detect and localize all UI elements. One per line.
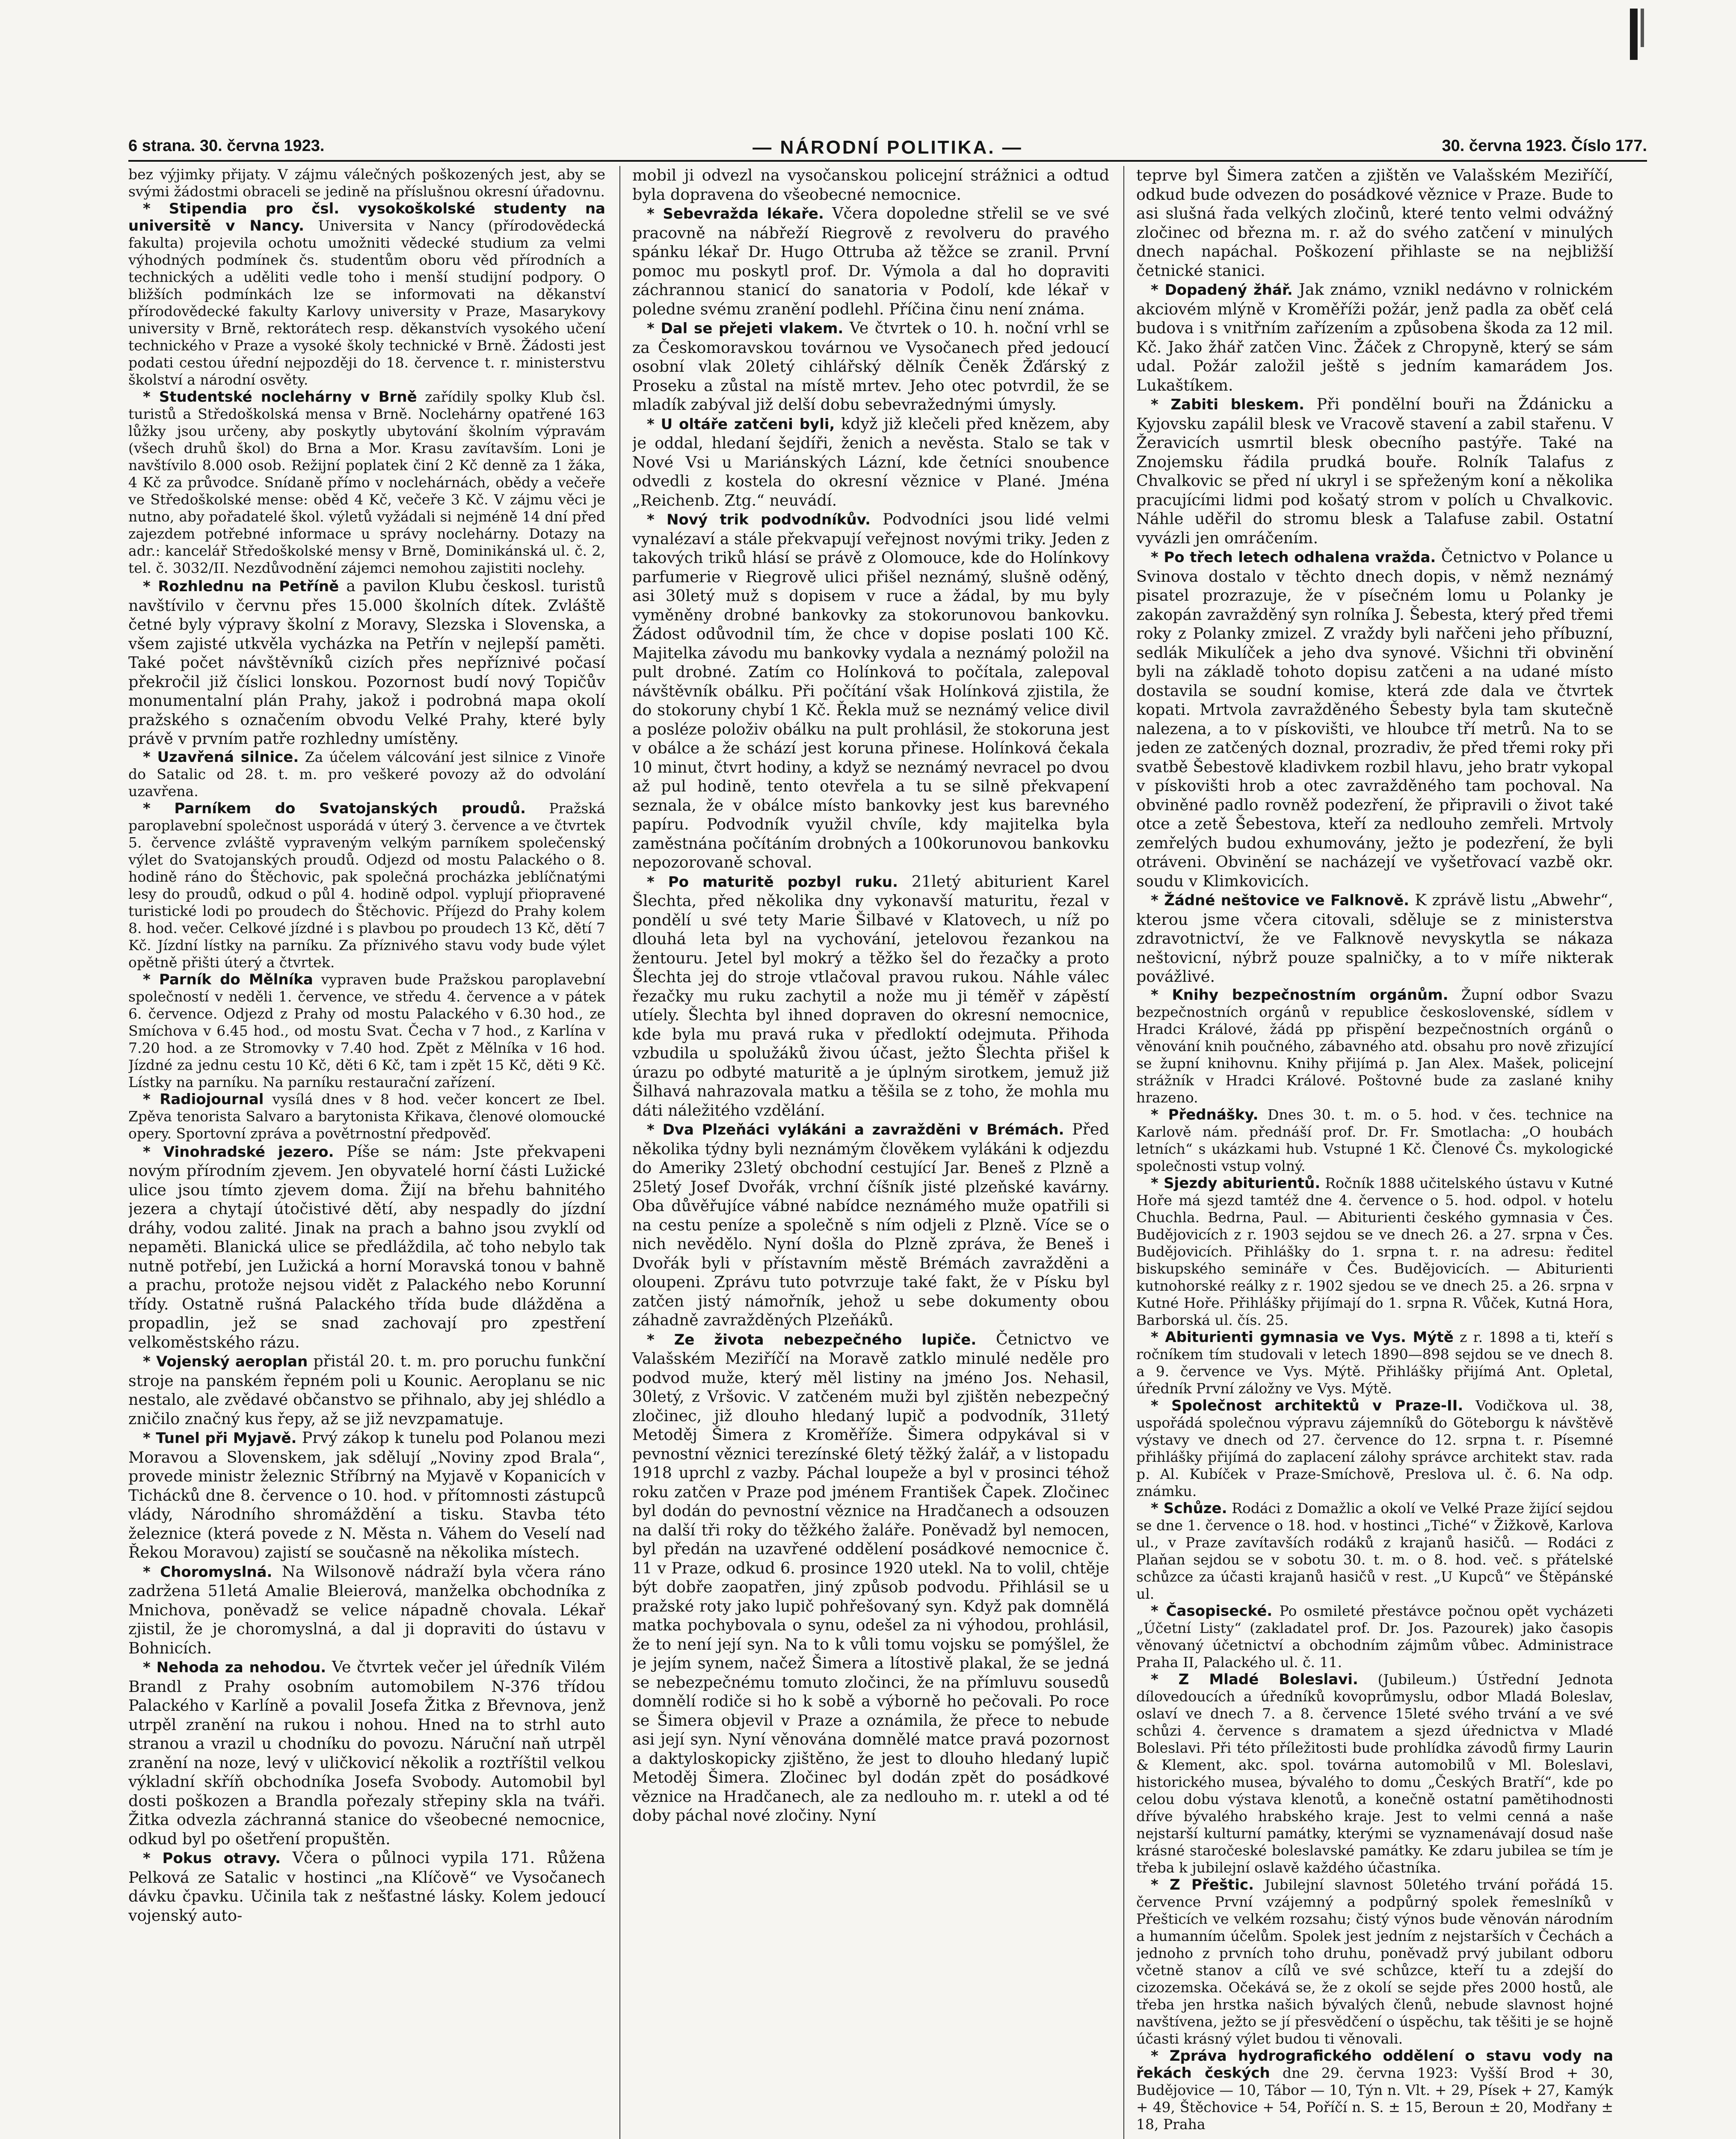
scan-artifact (1641, 9, 1644, 47)
news-item (128, 1428, 605, 1562)
news-item-headline: * Vinohradské jezero. (143, 1144, 334, 1161)
news-item (1136, 1671, 1613, 1876)
news-item-text: Podvodníci jsou lidé velmi vynalézaví a stále překvapují veřejnost novými triky. Jeden z takových triků hlásí se právě z Olomouce, kde do Holínkovy parfumerie v Riegrově ulici přišel neznámý, slušně oděný, asi 30letý muž s dopisem v ruce a žádal, by mu byly vyměněny drobné bankovky za stokorunovou bankovku. Žádost odůvodnil tím, že chce v dopise poslati 100 Kč. Majitelka závodu mu bankovky vydala a neznámý položil na pult drobné. Zatím co Holínková to počítala, zalepoval návštěvník obálku. Při počítání však Holínková zjistila, že do stokoruny chybí 1 Kč. Řekla muž se neznámý velice divil a posléze položiv obálku na pult prohlásil, že stokoruna jest v obálce a že schází jest koruna přinese. Holínková čekala 10 minut, čtvrt hodiny, a když se neznámý nevracel po dvou až pul hodině, tento otevřela a tu se silně překvapení seznala, že v obálce místo bankovky jest kus barevného papíru. Podvodník využil chvíle, kdy majitelka byla zaměstnána počítáním drobných a 100korunovou bankovku nepozorovaně schoval. (632, 510, 1109, 871)
news-item-text: Po osmileté přestávce počnou opět vycházeti „Účetní Listy“ (zakladatel prof. Dr. Jos. Pazourek) jako časopis věnovaný účetnictví a obchodním zájmům vůbec. Administrace Praha II, Palackého ul. č. 11. (1136, 1602, 1613, 1671)
news-item-text: Universita v Nancy (přírodovědecká fakulta) projevila ochotu umožniti vědecké studium za velmi výhodných podmínek čs. studentům oboru věd přírodních a technických a uděliti vedle toho i menší studijní podpory. O bližších podmínkách lze se informovati na děkanství přírodovědecké fakulty Karlovy university v Praze, Masarykovy university v Brně, rektorátech resp. děkanstvích vysokého učení technického v Praze a vysoké školy technické v Brně. Žádosti jest podati cestou úřední nejpozději do 18. července t. r. ministerstvu školství a národní osvěty. (128, 217, 605, 388)
news-item (1136, 2047, 1613, 2133)
news-item-headline: * Společnost architektů v Praze-II. (1151, 1397, 1463, 1414)
news-item-headline: * Rozhlednu na Petříně (143, 578, 339, 595)
news-item (1136, 1175, 1613, 1329)
news-item (128, 200, 605, 388)
news-item (632, 415, 1109, 510)
news-item-headline: * Po třech letech odhalena vražda. (1151, 549, 1436, 566)
column-divider (1123, 166, 1124, 2139)
news-item-headline: * Choromyslná. (143, 1564, 272, 1581)
news-item (128, 1091, 605, 1142)
column-2 (632, 166, 1109, 2139)
news-item-headline: * Tunel při Myjavě. (143, 1430, 296, 1447)
news-item (128, 1562, 605, 1658)
news-item-text: vysílá dnes v 8 hod. večer koncert ze Ibel. Zpěva tenorista Salvaro a barytonista Křikava, členové olomoucké opery. Sportovní zpráva a povětrnostní předpověď. (128, 1090, 605, 1142)
column-1 (128, 166, 605, 2139)
news-item-headline: * Nehoda za nehodou. (143, 1659, 326, 1676)
news-item-text: Jubilejní slavnost 50letého trvání pořádá 15. července První vzájemný a podpůrný spolek řemeslníků v Přešticích ve velkém rozsahu; čistý výnos bude věnován národním a humanním účelům. Spolek jest jedním z nejstarších v Čechách a jednoho z prvních toho druhu, poněvadž prvý jubilant odboru včetně stanov a cílů ve své schůzce, kteří tu a zdejší do cizozemska. Očekává se, že z okolí se sejde přes 2000 hostů, ale třeba jen hrstka našich bývalých členů, nebude slavnost hojné navštívena, ježto se jí přesvědčení o úspěchu, tak těšiti je se hojně účasti krásný výlet budou ti věnovali. (1136, 1876, 1613, 2047)
news-item (1136, 395, 1613, 548)
news-item (128, 1142, 605, 1352)
news-item (1136, 891, 1613, 987)
news-item-headline: * Dopadený žhář. (1151, 281, 1293, 299)
news-item-text: Pražská paroplavební společnost usporádá v úterý 3. července a ve čtvrtek 5. července zvláště vypraveným velkým parníkem společenský výlet do Svatojanských proudů. Odjezd od mostu Palackého o 8. hodině ráno do Štěchovic, pak společná procházka jeblíčnatými lesy do proudů, odkud o půl 4. hodině odpol. vyplují přiopravené turistické lodi po proudech do Štěchovic. Příjezd do Prahy kolem 8. hod. večer. Celkové jízdné i s plavbou po proudech 13 Kč, dětí 7 Kč. Jízdní lístky na parníku. Za příznivého stavu vody bude výlet opětně přišti úterý a čtvrtek. (128, 800, 605, 971)
news-item-headline: * Z Mladé Boleslavi. (1151, 1671, 1358, 1688)
news-item-text: přistál 20. t. m. pro poruchu funkční stroje na panském řepném poli u Kounic. Aeroplanu se nic nestalo, ale zvědavé občanstvo se přihnalo, aby jej shlédlo a zničilo značný kus řepy, až se již nevzpamatuje. (128, 1352, 605, 1428)
column-divider (619, 166, 620, 2139)
page-number-date: 6 strana. 30. června 1923. (128, 137, 325, 155)
news-item (128, 749, 605, 800)
news-item-headline: * Schůze. (1151, 1500, 1227, 1517)
news-item-headline: * Vojenský aeroplan (143, 1353, 308, 1370)
news-item-text: Vodičkova ul. 38, uspořádá společnou výpravu zájemníků do Göteborgu k návštěvě výstavy ve dnech od 27. července do 12. srpna t. r. Písemné přihlášky přijímá do zaplacení zálohy správce architekt stav. rada p. Al. Kubíček v Praze-Smíchově, Preslova ul. č. 6. Na odp. známku. (1136, 1397, 1613, 1499)
header-rule (128, 160, 1647, 162)
news-item-text: Za účelem válcování jest silnice z Vinoře do Satalic od 28. t. m. pro veškeré povozy až do odvolání uzavřena. (128, 748, 605, 800)
news-item-text: Včera dopoledne střelil se ve své pracovně na nábřeží Riegrově z revolveru do pravého spánku lékař Dr. Hugo Ottruba až těžce se zranil. První pomoc mu poskytl prof. Dr. Výmola a dal ho dopraviti záchrannou stanicí do sanatoria v Podolí, kde lékař v poledne svému zranění podlehl. Příčina činu není známa. (632, 204, 1109, 318)
news-item-text: Jak známo, vznikl nedávno v rolnickém akciovém mlýně v Kroměříži požár, jenž padla za oběť celá budova i s vnitřním zařízením a způsobena škoda za 12 mil. Kč. Jako žhář zatčen Vinc. Žáček z Chropyně, který se sám udal. Požár založil ještě s jedním kamarádem Jos. Lukaštíkem. (1136, 280, 1613, 394)
news-item-headline: * Pokus otravy. (143, 1850, 281, 1867)
news-item-headline: * Ze života nebezpečného lupiče. (647, 1331, 976, 1348)
news-item (632, 872, 1109, 1120)
news-item-headline: * Parník do Mělníka (143, 971, 313, 988)
news-item (1136, 548, 1613, 891)
news-item-text: (Jubileum.) Ústřední Jednota dílovedoucích a úředníků kovoprůmyslu, odbor Mladá Boleslav, oslaví ve dnech 7. a 8. července 15leté svého trvání a ve své schůzi 4. července s dramatem a sjezd úřednictva v Mladé Boleslavi. Při této příležitosti bude prohlídka závodů firmy Laurin & Klement, akc. spol. továrna automobilů v Ml. Boleslavi, historického musea, bývalého to domu „Českých Bratří“, kde po celou dobu výstava klenotů, a konečně ostatní pamětihodnosti dříve bývalého hrabského kraje. Jest to velmi cenná a naše nejstarší kulturní památky, kterými se vyznamenávají dosud naše krásné staročeské boleslavské památky. Ke zdaru jubilea se tím je třeba k jubilejní oslavě každého účastníka. (1136, 1671, 1613, 1876)
news-item (1136, 1603, 1613, 1671)
news-item (128, 1658, 605, 1849)
news-item (632, 166, 1109, 204)
news-item (1136, 166, 1613, 280)
news-item-text: Ve čtvrtek o 10. h. noční vrhl se za Českomoravskou továrnou ve Vysočanech před jedoucí osobní vlak 20letý cihlářský dělník Čeněk Žďárský z Proseku a zůstal na místě mrtev. Jeho otec potvrdil, že se mladík zabýval již delší dobu sebevražednými úmysly. (632, 319, 1109, 414)
news-item-headline: * Žádné neštovice ve Falknově. (1151, 892, 1409, 909)
news-item-text: 21letý abiturient Karel Šlechta, před několika dny vykonavší maturitu, řezal v pondělí u své tety Marie Šilbavé v Klatovech, u níž po dlouhá leta byl na vychování, jetelovou řezankou na žentouru. Jetel byl mokrý a těžko šel do řezačky a proto Šlechta jej do stroje vtlačoval pravou rukou. Náhle válec řezačky mu ruku zachytil a nože mu ji téměř v zápěstí utíely. Šlechta byl ihned dopraven do okresní nemocnice, kde byla mu pravá ruka v předloktí odejmuta. Přihoda vzbudila u spolužáků živou účast, ježto Šlechta přišel k úrazu po odbyté maturitě a je úplným sirotkem, jemuž již Šilhavá nahrazovala matku a těšila se z toho, že mohla mu dáti náležitého vzdělání. (632, 872, 1109, 1120)
news-item (1136, 1106, 1613, 1175)
news-item-headline: * Zpráva hydrografického oddělení o stavu vody na řekách českých (1136, 2047, 1613, 2082)
news-item-text: Četnictvo ve Valašském Meziříčí na Moravě zatklo minulé neděle pro podvod muže, který měl listiny na jméno Jos. Nehasil, 30letý, z Vršovic. V zatčeném muži byl zjištěn nebezpečný zločinec, již dlouho hledaný lupič a podvodník, 31letý Metoděj Šimera z Kroměříže. Šimera odpykával si v pevnostní věznici terezínské 6letý těžký žalář, a v listopadu 1918 uprchl z vazby. Páchal loupeže a byl v prosinci téhož roku zatčen v Praze pod jménem František Čapek. Zločinec byl dodán do pevnostní věznice na Hradčanech a odsouzen na další tři roky do těžkého žaláře. Poněvadž byl nemocen, byl předán na uzavřené oddělení posádkové nemocnice č. 11 v Praze, odkud 6. prosince 1920 utekl. Na to volil, chtěje být dobře zaopatřen, jiný způsob podvodu. Přihlásil se u pražské roty jako lupič pohřešovaný syn. Když pak domnělá matka pochybovala o synu, odešel za ni výhodou, prohlásil, že to není její syn. Na to k vůli tomu vojsku se pomýšlel, že je jejím synem, načež Šimera a lítostivě plakal, že se jedná se nebezpečnému tomuto zločinci, že na přímluvu sousedů domnělí rodiče si ho k sobě a výborně ho pečovali. Po roce se Šimera objevil v Praze a oznámila, že přece to nebude asi její syn. Nyní věnována domnělé matce pravá pozornost a daktyloskopicky zjištěno, že jest to dlouho hledaný lupič Metoděj Šimera. Zločinec byl dodán zpět do posádkové věznice na Hradčanech, ale za nedlouho m. r. utekl a od té doby páchal nové zločiny. Nyní (632, 1330, 1109, 1825)
news-item-headline: * Uzavřená silnice. (143, 749, 299, 766)
news-item-text: Ročník 1888 učitelského ústavu v Kutné Hoře má sjezd tamtéž dne 4. července o 5. hod. odpol. v hotelu Chuchla. Bedrna, Paul. — Abiturienti českého gymnasia v Čes. Budějovicích z r. 1903 sejdou se ve dnech 26. a 27. srpna v Čes. Budějovicích. Přihlášky do 1. srpna t. r. na adresu: ředitel biskupského semináře v Čes. Budějovicích. — Abiturienti kutnohorské reálky z r. 1902 sjedou se ve dnech 25. a 26. srpna v Kutné Hoře. Přihlášky přijímají do 1. srpna R. Vůček, Kutná Hora, Barborská ul. čís. 25. (1136, 1174, 1613, 1328)
news-item (128, 1352, 605, 1428)
news-item (632, 1120, 1109, 1330)
news-item (128, 577, 605, 749)
news-item-text: Četnictvo v Polance u Svinova dostalo v těchto dnech dopis, v němž neznámý pisatel prozrazuje, že v písečném lomu u Polanky je zakopán zavražděný syn rolníka J. Šebesta, který před třemi roky z Polanky zmizel. Z vraždy byli nařčeni jeho příbuzní, sedlák Mikulíček a jeho dva synové. Všichni tři obvinění byli na základě tohoto dopisu zatčeni a na udané místo dostavila se soudní komise, která zde dala ve čtvrtek kopati. Mrtvola zavražděného Šebesty byla tam skutečně nalezena, a to v pískovišti, ve hloubce tří metrů. Na to se jeden ze zatčených doznal, prozradiv, že před třemi roky při svatbě Šebestově kladivkem rozbil hlavu, jeho bratr vykopal v pískovišti hrob a otec zavražděného tam pochoval. Na obviněné padlo rovněž podezření, že připravili o život také otce a zetě Šebestova, kteří za nedlouho zemřeli. Mrtvoly zemřelých budou exhumovány, ježto je podezření, že byli otráveni. Obvinění se nacházejí ve vyšetřovací vazbě okr. soudu v Klimkovicích. (1136, 548, 1613, 890)
news-item (1136, 1329, 1613, 1397)
news-item-text: když již klečeli před knězem, aby je oddal, hledaní šejdíři, ženich a nevěsta. Stalo se tak v Nové Vsi u Mariánských Lázní, kde četníci snoubence odvedli z kostela do okresní věznice v Plané. Jména „Reichenb. Ztg.“ neuvádí. (632, 414, 1109, 510)
news-item (632, 204, 1109, 319)
news-item-text: mobil ji odvezl na vysočanskou policejní strážnici a odtud byla dopravena do všeobecné nemocnice. (632, 166, 1109, 204)
news-item-text: z r. 1898 a ti, kteří s ročníkem tím studovali v letech 1890—898 sejdou se ve dnech 8. a 9. července ve Vys. Mýtě. Přihlášky přijímá Ant. Opletal, úředník První záložny ve Vys. Mýtě. (1136, 1328, 1613, 1397)
news-item-text: teprve byl Šimera zatčen a zjištěn ve Valašském Meziříčí, odkud bude odvezen do posádkové věznice v Praze. Bude to asi slušná řada velkých zločinů, které tento velmi odvážný zločinec od března m. r. až do svého zatčení v minulých dnech napáchal. Poškození přihlaste se na nejbližší četnické stanici. (1136, 166, 1613, 280)
news-item-headline: * Stipendia pro čsl. vysokoškolské studenty na universitě v Nancy. (128, 200, 605, 234)
news-item-text: bez výjimky přijaty. V zájmu válečných poškozených jest, aby se svými žádostmi obraceli se jedině na příslušnou okresní úřadovnu. (128, 166, 605, 200)
news-item-headline: * Časopisecké. (1151, 1603, 1272, 1620)
news-item-headline: * Abiturienti gymnasia ve Vys. Mýtě (1151, 1329, 1454, 1346)
news-item (128, 166, 605, 200)
news-item-headline: * Dal se přejeti vlakem. (647, 320, 843, 337)
news-item-headline: * Parníkem do Svatojanských proudů. (143, 800, 526, 817)
news-item (1136, 1500, 1613, 1603)
news-item-headline: * Radiojournal (143, 1091, 264, 1108)
scan-artifact (1630, 9, 1638, 60)
masthead-title: — NÁRODNÍ POLITIKA. — (752, 137, 1023, 158)
news-item-headline: * Přednášky. (1151, 1106, 1259, 1123)
news-item-text: a pavilon Klubu českosl. turistů navštívilo v červnu přes 15.000 školních dítek. Zvláště četné byly výpravy školní z Moravy, Slezska i Slovenska, a všem zajisté utkvěla vycházka na Petřín v nejlepší paměti. Také počet návštěvníků cizích přes nepříznivé počasí překročil již číslici lonskou. Pozornost budí nový Topičův monumentalní plán Prahy, jakož i podrobná mapa okolí pražského s označením obvodu Velké Prahy, které byly právě v prvním patře rozhledny umístěny. (128, 577, 605, 748)
page-header (128, 137, 1647, 158)
news-item-text: Píše se nám: Jste překvapeni novým přírodním zjevem. Jen obyvatelé horní části Lužické ulice jsou tímto zjevem doma. Žijí na břehu bahnitého jezera a chytají útočistivé dětí, aby nespadly do jízdní dráhy, vodou zalité. Jinak na prach a bahno jsou zvyklí od nepaměti. Blanická ulice se předláždila, ač toho nebylo tak nutně potřebí, jen Lužická a horní Moravská tonou v bahně a prachu, protože nejsou vidět z Palackého nebo Korunní třídy. Ostatně rušná Palackého třída bude dlážděna a propadlin, jež se snad zachovají pro zpestření velkoměstského rázu. (128, 1142, 605, 1351)
column-3 (1136, 166, 1613, 2139)
news-item-text: K zprávě listu „Abwehr“, kterou jsme včera citovali, sděluje se z ministerstva zdravotnictví, že ve Falknově nevyskytla se nákaza neštovicní, nýbrž pouze spalničky, a to v míře nikterak povážlivé. (1136, 891, 1613, 986)
news-item-text: Rodáci z Domažlic a okolí ve Velké Praze žijící sejdou se dne 1. července o 18. hod. v hostinci „Tiché“ v Žižkově, Karlova ul., v Praze zavítavších rodáků z krajanů hasičů. — Rodáci z Plaňan sejdou se v sobotu 30. t. m. o 8. hod. več. s přátelské schůzce za účasti krajanů hasičů v rest. „U Kupců“ ve Štěpánské ul. (1136, 1499, 1613, 1602)
news-item-headline: * U oltáře zatčeni byli, (647, 416, 835, 433)
news-item-headline: * Studentské noclehárny v Brně (143, 388, 417, 406)
news-item-headline: * Zabiti bleskem. (1151, 396, 1304, 413)
news-item-text: Včera o půlnoci vypila 171. Růžena Pelková ze Satalic v hostinci „na Klíčově“ ve Vysočanech dávku čpavku. Učinila tak z nešťastné lásky. Kolem jedoucí vojenský auto- (128, 1849, 605, 1925)
news-item-text: Dnes 30. t. m. o 5. hod. v čes. technice na Karlově nám. přednáší prof. Dr. Fr. Smotlacha: „O houbách letních“ s ukázkami hub. Vstupné 1 Kč. Členové Čs. mykologické společnosti vstup volný. (1136, 1106, 1613, 1174)
news-item-headline: * Sjezdy abiturientů. (1151, 1175, 1320, 1192)
news-item (128, 800, 605, 971)
news-item (128, 388, 605, 577)
news-item (1136, 1397, 1613, 1500)
news-item (1136, 280, 1613, 395)
issue-date-number: 30. června 1923. Číslo 177. (1442, 137, 1647, 155)
news-item-text: vypraven bude Pražskou paroplavební společností v neděli 1. července, ve středu 4. července a v pátek 6. července. Odjezd z Prahy od mostu Palackého v 6.30 hod., ze Smíchova v 6.45 hod., od mostu Svat. Čecha v 7 hod., z Karlína v 7.20 hod. a ze Stromovky v 7.40 hod. Zpět z Mělníka v 16 hod. Jízdné za jednu cestu 10 Kč, děti 6 Kč, tam i zpět 15 Kč, děti 9 Kč. Lístky na parníku. Na parníku restaurační zařízení. (128, 971, 605, 1090)
news-item (128, 971, 605, 1091)
news-item (128, 1849, 605, 1925)
news-item-headline: * Sebevražda lékaře. (647, 205, 824, 222)
news-item (1136, 987, 1613, 1106)
news-item-text: Prvý zákop k tunelu pod Polanou mezi Moravou a Slovenskem, jak sdělují „Noviny zpod Brala“, provede ministr železnic Stříbrný na Myjavě v Kopanicích v Tichácků dne 8. července o 10. hod. v přítomnosti zástupců vlády, Národního shromáždění a tisku. Stavba této železnice (která povede z N. Města n. Váhem do Veselí nad Řekou Moravou) zajistí se současně na několika místech. (128, 1428, 605, 1561)
news-item-headline: * Nový trik podvodníkův. (647, 511, 871, 528)
news-item-text: zařídily spolky Klub čsl. turistů a Středoškolská mensa v Brně. Noclehárny opatřené 163 lůžky jsou určeny, aby poskytly ubytování školním výpravám (všech druhů škol) do Brna a Mor. Krasu zavítavším. Loni je navštívilo 8.000 osob. Režijní poplatek činí 2 Kč denně za 1 žáka, 4 Kč za průvodce. Snídaně přímo v noclehárnách, obědy a večeře ve Středoškolské mense: oběd 4 Kč, večeře 3 Kč. V zájmu věci je nutno, aby pořadatelé škol. výletů vyžádali si nejméně 14 dní před zajezdem potřebné informace u správy noclehárny. Dotazy na adr.: kancelář Středoškolské mensy v Brně, Dominikánská ul. č. 2, tel. č. 3032/II. Nezdůvodnění zájemci nemohou zajistiti noclehy. (128, 388, 605, 576)
news-item (1136, 1876, 1613, 2047)
news-item-text: Před několika týdny byli neznámým člověkem vylákáni k odjezdu do Ameriky 23letý obchodní cestující Jar. Beneš z Plzně a 25letý Josef Dvořák, vrchní číšník jisté plzeňské kavárny. Oba důvěřujíce vábné nabídce neznámého muže opatřili si na cestu peníze a společně s ním odjeli z Plzně. Více se o nich nevědělo. Nyní došla do Plzně zpráva, že Beneš i Dvořák byli v přístavním městě Brémách zavražděni a oloupeni. Zprávu tuto potvrzuje také fakt, že v Písku byl zatčen jistý námořník, jehož u sebe dokumenty obou záhadně zavražděných Plzeňáků. (632, 1120, 1109, 1329)
news-item-text: Župní odbor Svazu bezpečnostních orgánů v republice československé, sídlem v Hradci Králové, žádá pp přispění bezpečnostních orgánů o věnování knih poučného, zábavného atd. obsahu pro nově zřizující se župní knihovnu. Knihy přijímá p. Jan Alex. Mašek, policejní strážník v Hradci Králové. Poštovné bude za zaslané knihy hrazeno. (1136, 986, 1613, 1106)
news-item (632, 319, 1109, 415)
news-item-headline: * Knihy bezpečnostním orgánům. (1151, 987, 1449, 1004)
news-item-text: Na Wilsonově nádraží byla včera ráno zadržena 51letá Amalie Bleierová, manželka obchodníka z Mnichova, poněvadž se velice nápadně chovala. Lékař zjistil, že je choromyslná, a dal ji dopraviti do ústavu v Bohnicích. (128, 1562, 605, 1657)
news-item-headline: * Po maturitě pozbyl ruku. (647, 874, 898, 891)
news-item-text: Při pondělní bouři na Ždánicku a Kyjovsku zapálil blesk ve Vracově stavení a zabil stařenu. V Žeravicích usmrtil blesk obecního pastýře. Také na Znojemsku řádila prudká bouře. Rolník Talafus z Chvalkovic se před ní ukryl i se spřeženým koní a několika pracujícími lidmi pod košatý strom v polích u Chvalkovic. Náhle uděřil do stromu blesk a Talafuse zabil. Ostatní vyvázli jen omráčením. (1136, 395, 1613, 547)
news-item-text: Ve čtvrtek večer jel úředník Vilém Brandl z Prahy osobním automobilem N-376 třídou Palackého v Karlíně a povalil Josefa Žitka z Břevnova, jenž utrpěl zranění na rukou i nohou. Hned na to strhl auto stranou a vrazil u chodníku do povozu. Náruční naň utrpěl zranění na noze, levý v uličkovicí několik a roztříštil velkou výkladní skříň obchodníka Josefa Svobody. Automobil byl dosti poškozen a Brandla pořezaly střepiny skla na tváři. Žitka odvezla záchranná stanice do všeobecné nemocnice, odkud byl po ošetření propuštěn. (128, 1658, 605, 1848)
news-item (632, 510, 1109, 872)
news-item-headline: * Dva Plzeňáci vylákáni a zavražděni v Brémách. (647, 1121, 1064, 1138)
news-item-headline: * Z Přeštic. (1151, 1876, 1254, 1893)
news-item-text: dne 29. června 1923: Vyšší Brod + 30, Budějovice — 10, Tábor — 10, Týn n. Vlt. + 29, Písek + 27, Kamýk + 49, Štěchovice + 54, Poříčí n. S. ± 15, Beroun ± 20, Modřany ± 18, Praha (1136, 2064, 1613, 2133)
news-item (632, 1330, 1109, 1825)
